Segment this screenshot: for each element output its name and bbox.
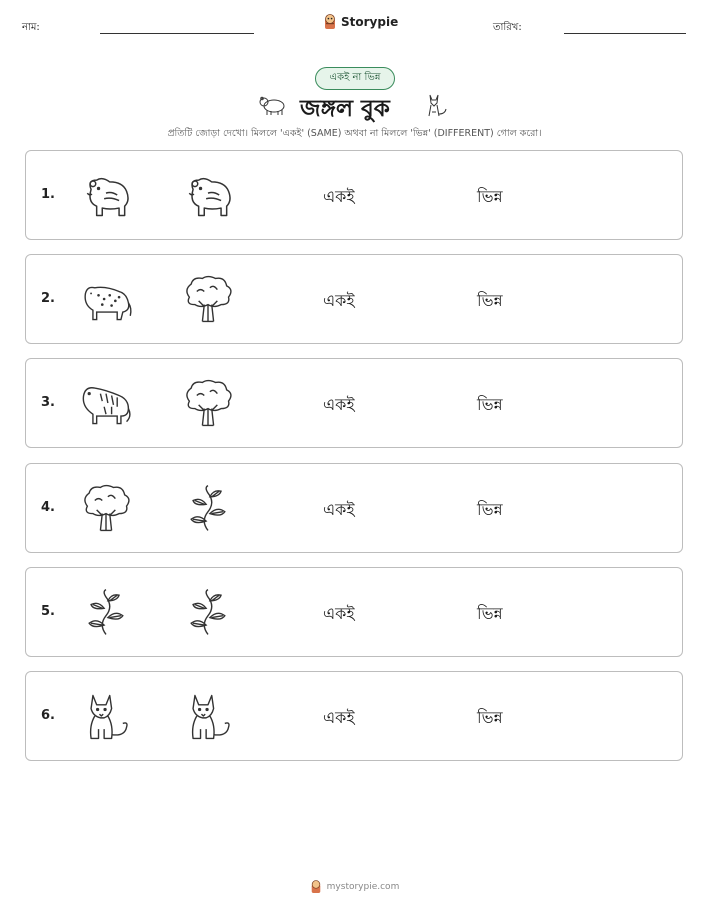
bear-icon xyxy=(180,169,236,221)
option-same[interactable]: একই xyxy=(323,500,355,519)
option-different[interactable]: ভিন্ন xyxy=(477,604,503,623)
storypie-mascot-icon xyxy=(310,880,322,894)
date-label: তারিখ: xyxy=(493,22,522,33)
instructions-text: প্রতিটি জোড়া দেখো। মিললে 'একই' (SAME) অথবা না মিললে 'ভিন্ন' (DIFFERENT) গোল করো। xyxy=(167,128,542,139)
exercise-row xyxy=(25,254,683,344)
title-row xyxy=(0,88,709,124)
footer-url: mystorypie.com xyxy=(326,882,400,892)
vine-icon xyxy=(180,586,236,638)
option-different[interactable]: ভিন্ন xyxy=(477,187,503,206)
tree-icon xyxy=(180,273,236,325)
exercise-row xyxy=(25,463,683,553)
option-different[interactable]: ভিন্ন xyxy=(477,708,503,727)
exercise-row xyxy=(25,671,683,761)
wolf-icon xyxy=(421,90,449,124)
exercise-row xyxy=(25,567,683,657)
option-same[interactable]: একই xyxy=(323,395,355,414)
exercise-row xyxy=(25,358,683,448)
tree-icon xyxy=(78,482,134,534)
exercise-row xyxy=(25,150,683,240)
vine-icon xyxy=(180,482,236,534)
row-number: 3. xyxy=(41,395,55,410)
row-number: 6. xyxy=(41,708,55,723)
storypie-mascot-icon xyxy=(323,14,337,30)
worksheet-title: জঙ্গল বুক xyxy=(300,96,390,122)
name-field[interactable] xyxy=(100,33,254,34)
wolf-icon xyxy=(78,690,134,742)
row-number: 2. xyxy=(41,291,55,306)
option-different[interactable]: ভিন্ন xyxy=(477,500,503,519)
date-field[interactable] xyxy=(564,33,686,34)
brand-logo xyxy=(323,14,398,30)
option-same[interactable]: একই xyxy=(323,604,355,623)
brand-name: Storypie xyxy=(341,15,399,29)
option-same[interactable]: একই xyxy=(323,291,355,310)
option-same[interactable]: একই xyxy=(323,187,355,206)
option-different[interactable]: ভিন্ন xyxy=(477,291,503,310)
row-number: 1. xyxy=(41,187,55,202)
bear-icon xyxy=(258,90,288,122)
vine-icon xyxy=(78,586,134,638)
name-label: নাম: xyxy=(22,22,40,33)
option-different[interactable]: ভিন্ন xyxy=(477,395,503,414)
option-same[interactable]: একই xyxy=(323,708,355,727)
tree-icon xyxy=(180,377,236,429)
leopard-icon xyxy=(78,273,134,325)
bear-icon xyxy=(78,169,134,221)
row-number: 5. xyxy=(41,604,55,619)
worksheet-header xyxy=(0,14,709,38)
wolf-icon xyxy=(180,690,236,742)
topic-badge: একই না ভিন্ন xyxy=(315,67,395,90)
tiger-icon xyxy=(78,377,134,429)
row-number: 4. xyxy=(41,500,55,515)
footer xyxy=(0,880,709,894)
